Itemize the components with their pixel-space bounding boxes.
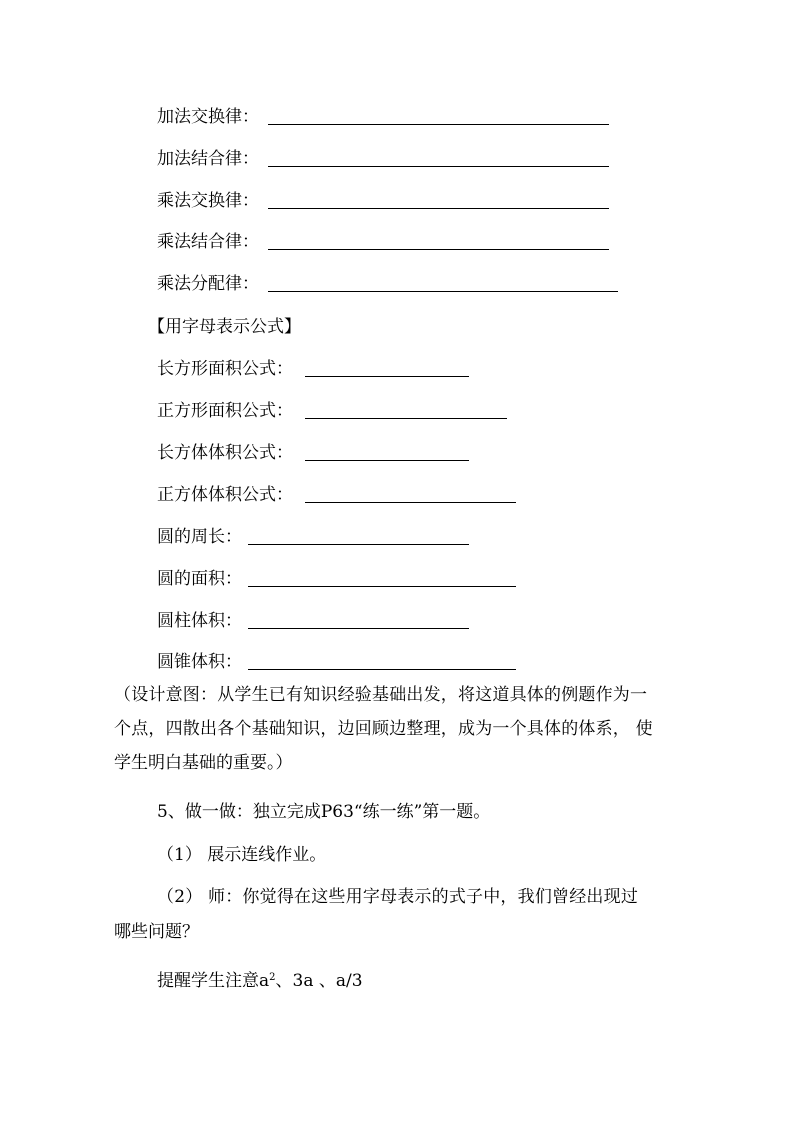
law-label-distributive: 乘法分配律： xyxy=(157,274,259,294)
formula-section-heading: 【用字母表示公式】 xyxy=(148,317,301,337)
formula-blank-rectangle-area[interactable] xyxy=(305,376,469,377)
formula-blank-circle-circumference[interactable] xyxy=(248,544,469,545)
law-label-addition-commutative: 加法交换律： xyxy=(157,107,259,127)
formula-label-rectangle-area: 长方形面积公式： xyxy=(157,359,293,379)
activity-step-1: （1） 展示连线作业。 xyxy=(157,845,327,865)
formula-label-cylinder-volume: 圆柱体积： xyxy=(157,611,242,631)
formula-label-circle-area: 圆的面积： xyxy=(157,569,242,589)
law-blank-addition-commutative[interactable] xyxy=(268,124,609,125)
formula-blank-cylinder-volume[interactable] xyxy=(248,628,469,629)
law-blank-addition-associative[interactable] xyxy=(268,166,609,167)
design-intent-line-3: 学生明白基础的重要。） xyxy=(114,753,293,773)
formula-label-cuboid-volume: 长方体体积公式： xyxy=(157,443,293,463)
formula-blank-cuboid-volume[interactable] xyxy=(305,460,469,461)
design-intent-line-1: （设计意图：从学生已有知识经验基础出发，将这道具体的例题作为一 xyxy=(114,685,648,705)
formula-label-square-area: 正方形面积公式： xyxy=(157,401,293,421)
law-blank-multiplication-associative[interactable] xyxy=(268,249,609,250)
formula-blank-square-area[interactable] xyxy=(305,418,507,419)
law-blank-multiplication-commutative[interactable] xyxy=(268,208,609,209)
activity-title: 5、做一做：独立完成P63“练一练”第一题。 xyxy=(157,802,491,822)
formula-blank-cone-volume[interactable] xyxy=(248,669,516,670)
formula-label-cone-volume: 圆锥体积： xyxy=(157,652,242,672)
formula-blank-cube-volume[interactable] xyxy=(305,502,516,503)
law-label-addition-associative: 加法结合律： xyxy=(157,149,259,169)
reminder-superscript: 2 xyxy=(269,972,276,983)
formula-blank-circle-area[interactable] xyxy=(248,586,516,587)
law-label-multiplication-associative: 乘法结合律： xyxy=(157,232,259,252)
law-label-multiplication-commutative: 乘法交换律： xyxy=(157,191,259,211)
law-blank-distributive[interactable] xyxy=(268,291,618,292)
design-intent-line-2: 个点，四散出各个基础知识，边回顾边整理，成为一个具体的体系， 使 xyxy=(114,719,653,739)
formula-label-circle-circumference: 圆的周长： xyxy=(157,527,242,547)
reminder-prefix: 提醒学生注意a xyxy=(157,971,270,991)
activity-reminder xyxy=(157,969,363,993)
formula-label-cube-volume: 正方体体积公式： xyxy=(157,485,293,505)
activity-step-2-line-1: （2） 师：你觉得在这些用字母表示的式子中，我们曾经出现过 xyxy=(157,887,639,907)
reminder-suffix: 、3a 、a/3 xyxy=(275,971,363,991)
activity-step-2-line-2: 哪些问题？ xyxy=(114,922,199,942)
